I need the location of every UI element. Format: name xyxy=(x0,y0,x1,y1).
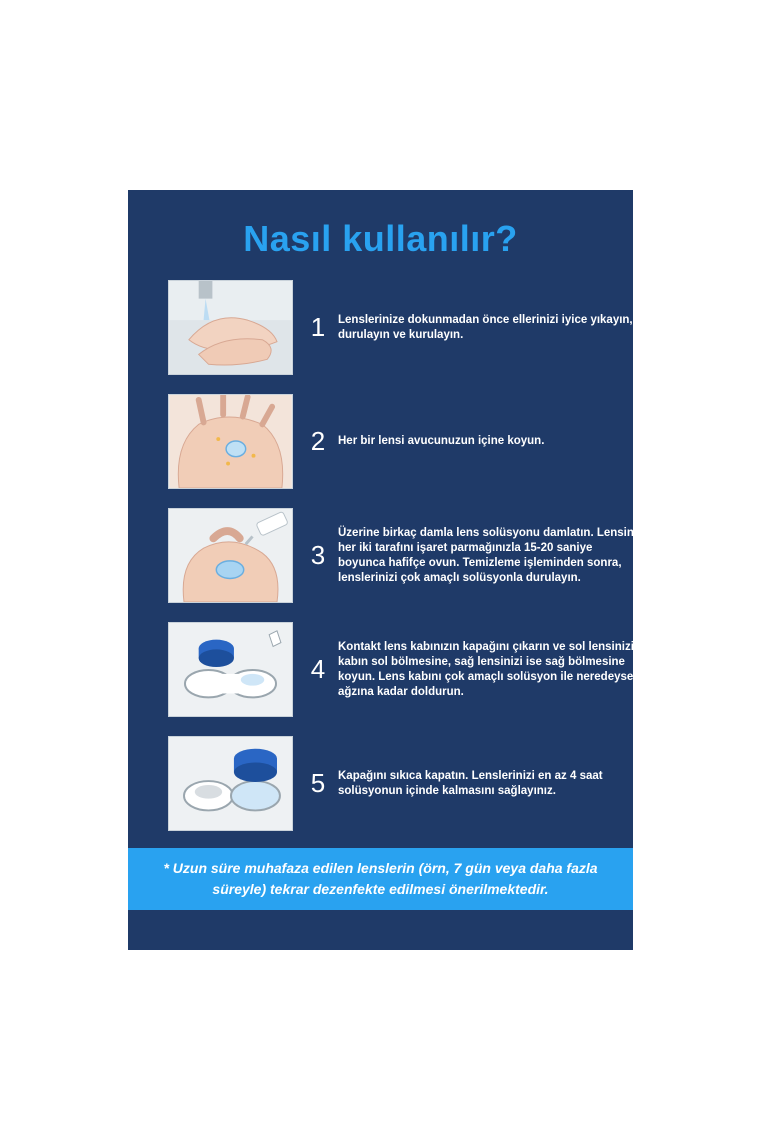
disinfection-note: * Uzun süre muhafaza edilen lenslerin (örn, 7 gün veya daha fazla süreyle) tekrar dezenfekte edilmesi önerilmektedir. xyxy=(128,848,633,910)
step-text: Her bir lensi avucunuzun içine koyun. xyxy=(338,435,545,447)
step-number: 5 xyxy=(310,768,326,798)
lens-case-open-icon xyxy=(168,622,293,717)
page-title: Nasıl kullanılır? xyxy=(243,218,518,259)
step-number: 1 xyxy=(310,312,326,342)
step-text: Üzerine birkaç damla lens solüsyonu damlatın. Lensin her iki tarafını işaret parmağınızla 15-20 saniye boyunca hafifçe ovun. Temizleme işleminden sonra, lenslerinizi çok amaçlı solüsyonla durulayın. xyxy=(338,526,634,584)
rubbing-lens-icon xyxy=(168,508,293,603)
lens-in-palm-icon xyxy=(168,394,293,489)
step-3 xyxy=(168,508,638,603)
step-5 xyxy=(168,736,638,831)
step-1 xyxy=(168,280,638,375)
lens-case-closed-icon xyxy=(168,736,293,831)
step-number: 4 xyxy=(310,654,326,684)
step-text: Kontakt lens kabınızın kapağını çıkarın ve sol lensinizi kabın sol bölmesine, sağ lensinizi ise sağ bölmesine koyun. Lens kabını çok amaçlı solüsyon ile neredeyse ağzına kadar doldurun. xyxy=(338,640,634,698)
step-text: Lenslerinize dokunmadan önce ellerinizi iyice yıkayın, durulayın ve kurulayın. xyxy=(338,313,633,341)
step-2 xyxy=(168,394,638,489)
instructions-panel xyxy=(128,190,633,950)
step-4 xyxy=(168,622,638,717)
step-number: 3 xyxy=(310,540,326,570)
step-text: Kapağını sıkıca kapatın. Lenslerinizi en az 4 saat solüsyonun içinde kalmasını sağlayınız. xyxy=(338,769,603,797)
hand-washing-icon xyxy=(168,280,293,375)
step-number: 2 xyxy=(310,426,326,456)
